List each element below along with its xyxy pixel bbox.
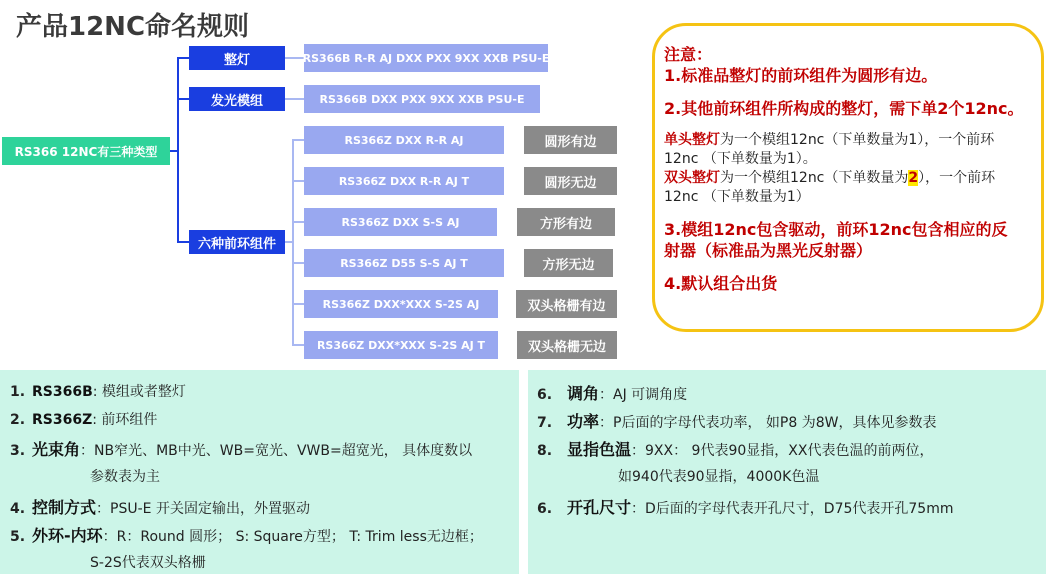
note-double-cont: 12nc （下单数量为1） bbox=[664, 189, 810, 205]
legend-item: 1. RS366B: 模组或者整灯 bbox=[10, 384, 186, 400]
connector bbox=[292, 303, 304, 305]
legend-item: 5. 外环-内环：R：Round 圆形； S: Square方型； T: Trim less无边框； bbox=[10, 526, 483, 545]
ring-code: RS366Z DXX*XXX S-2S AJ bbox=[304, 290, 498, 318]
note-3b: 射器（标准品为黑光反射器） bbox=[664, 241, 873, 260]
connector bbox=[177, 98, 189, 100]
note-single bbox=[664, 131, 1041, 150]
ring-tag: 圆形无边 bbox=[524, 167, 617, 195]
connector bbox=[177, 241, 189, 243]
ring-tag: 双头格栅有边 bbox=[516, 290, 617, 318]
connector bbox=[292, 180, 304, 182]
double-key: 双头整灯 bbox=[664, 170, 720, 186]
ring-tag: 双头格栅无边 bbox=[517, 331, 617, 359]
code-light-module: RS366B DXX PXX 9XX XXB PSU-E bbox=[304, 85, 540, 113]
root-node: RS366 12NC有三种类型 bbox=[2, 137, 170, 165]
ring-code: RS366Z DXX S-S AJ bbox=[304, 208, 497, 236]
double-text-b: ），一个前环 bbox=[918, 170, 996, 186]
ring-code: RS366Z DXX R-R AJ T bbox=[304, 167, 504, 195]
type-node-front-ring: 六种前环组件 bbox=[189, 230, 285, 254]
note-double bbox=[664, 169, 1041, 188]
legend-item: 3. 光束角：NB窄光、MB中光、WB=宽光、VWB=超宽光， 具体度数以 bbox=[10, 440, 473, 459]
legend-item: 6. 调角：AJ 可调角度 bbox=[537, 384, 688, 403]
double-qty-highlight: 2 bbox=[908, 170, 919, 186]
connector bbox=[292, 344, 304, 346]
legend-item-cont: 参数表为主 bbox=[90, 469, 160, 485]
page-title: 产品12NC命名规则 bbox=[16, 12, 250, 42]
notes-box bbox=[652, 23, 1044, 332]
connector bbox=[177, 57, 179, 243]
legend-item: 8. 显指色温：9XX： 9代表90显指，XX代表色温的前两位， bbox=[537, 440, 934, 459]
ring-tag: 方形无边 bbox=[524, 249, 613, 277]
note-single-cont: 12nc （下单数量为1）。 bbox=[664, 151, 817, 167]
legend-item: 2. RS366Z: 前环组件 bbox=[10, 412, 158, 428]
legend-item: 7. 功率：P后面的字母代表功率， 如P8 为8W，具体见参数表 bbox=[537, 412, 937, 431]
ring-code: RS366Z D55 S-S AJ T bbox=[304, 249, 504, 277]
connector bbox=[292, 139, 304, 141]
type-node-complete-light: 整灯 bbox=[189, 46, 285, 70]
connector bbox=[292, 139, 294, 345]
legend-item-cont: S-2S代表双头格栅 bbox=[90, 555, 206, 571]
ring-tag: 圆形有边 bbox=[524, 126, 617, 154]
connector bbox=[292, 221, 304, 223]
notes-heading: 注意： bbox=[664, 45, 713, 64]
note-1: 1.标准品整灯的前环组件为圆形有边。 bbox=[664, 66, 938, 85]
legend-item: 4. 控制方式：PSU-E 开关固定输出，外置驱动 bbox=[10, 498, 310, 517]
ring-code: RS366Z DXX*XXX S-2S AJ T bbox=[304, 331, 498, 359]
connector bbox=[285, 98, 304, 100]
note-2: 2.其他前环组件所构成的整灯，需下单2个12nc。 bbox=[664, 99, 1024, 118]
ring-code: RS366Z DXX R-R AJ bbox=[304, 126, 504, 154]
ring-tag: 方形有边 bbox=[517, 208, 615, 236]
connector bbox=[177, 57, 189, 59]
legend-item-cont: 如940代表90显指，4000K色温 bbox=[618, 469, 820, 485]
single-text: 为一个模组12nc（下单数量为1），一个前环 bbox=[720, 132, 995, 148]
connector bbox=[292, 262, 304, 264]
note-3a: 3.模组12nc包含驱动，前环12nc包含相应的反 bbox=[664, 220, 1008, 239]
type-node-light-module: 发光模组 bbox=[189, 87, 285, 111]
connector bbox=[285, 57, 304, 59]
double-text: 为一个模组12nc（下单数量为 bbox=[720, 170, 909, 186]
code-complete-light: RS366B R-R AJ DXX PXX 9XX XXB PSU-E bbox=[304, 44, 548, 72]
note-4: 4.默认组合出货 bbox=[664, 274, 778, 293]
legend-item: 6. 开孔尺寸：D后面的字母代表开孔尺寸，D75代表开孔75mm bbox=[537, 498, 954, 517]
single-key: 单头整灯 bbox=[664, 132, 720, 148]
